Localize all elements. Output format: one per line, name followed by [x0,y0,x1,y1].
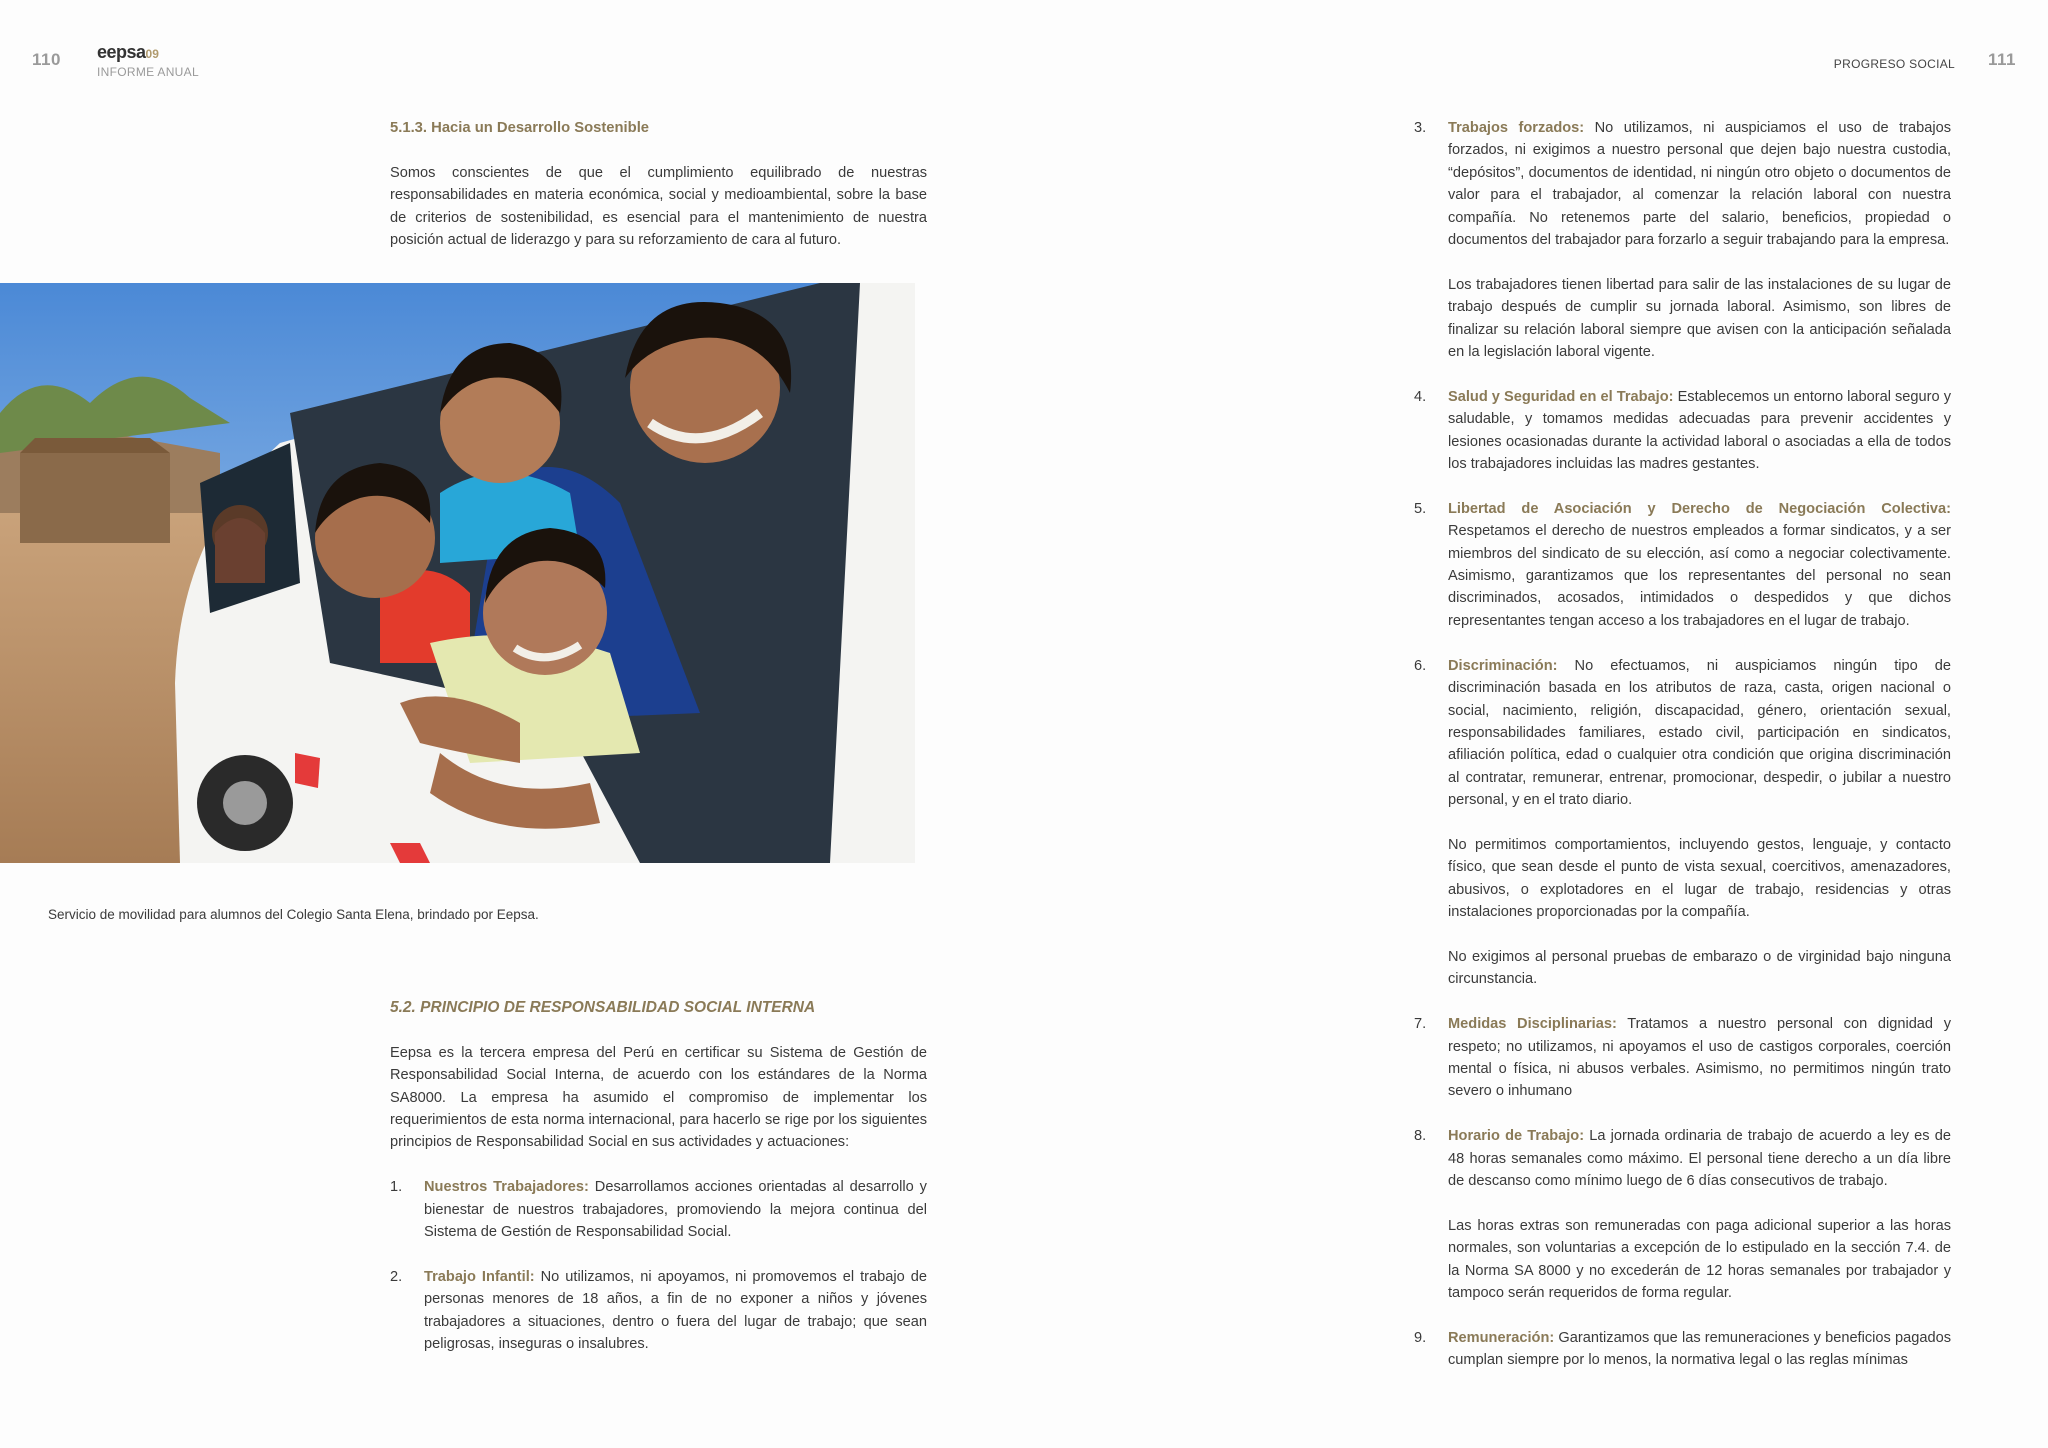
item-text: Desarrollamos acciones orientadas al desarrollo y bienestar de nuestros trabajadores, promoviendo la mejora continua del Sistema de Gestión de Responsabilidad Social. [424,1179,927,1241]
list-item [1414,117,1951,363]
item-extra-paragraph: Los trabajadores tienen libertad para salir de las instalaciones de su lugar de trabajo después de cumplir su jornada laboral. Asimismo, son libres de finalizar su relación laboral siempre que avisen con la anticipación señalada en la legislación laboral vigente. [1448,276,1951,361]
item-number: 2. [390,1268,403,1285]
item-text: Garantizamos que las remuneraciones y beneficios pagados cumplan siempre por lo menos, la normativa legal o las reglas mínimas [1448,1329,1951,1369]
photo-caption: Servicio de movilidad para alumnos del Colegio Santa Elena, brindado por Eepsa. [48,907,539,922]
item-term: Discriminación: [1448,657,1558,674]
brand-name: eepsa [97,42,146,62]
item-text: Establecemos un entorno laboral seguro y saludable, y tomamos medidas adecuadas para prevenir accidentes y lesiones ocasionadas durante la actividad laboral o asociadas a ella de todos los trabajadores incluidas las madres gestantes. [1448,388,1951,473]
brand-logo [97,42,199,79]
item-term: Horario de Trabajo: [1448,1128,1585,1145]
list-item [1414,655,1951,991]
list-item [1414,1125,1951,1304]
section-heading: 5.1.3. Hacia un Desarrollo Sostenible [390,120,650,136]
item-extra-paragraph: No exigimos al personal pruebas de embarazo o de virginidad bajo ninguna circunstancia. [1448,948,1951,988]
item-term: Medidas Disciplinarias: [1448,1016,1617,1033]
brand-subtitle: INFORME ANUAL [97,65,199,79]
item-text: No utilizamos, ni apoyamos, ni promovemos el trabajo de personas menores de 18 años, a fin de no exponer a niños y jóvenes trabajadores a situaciones, dentro o fuera del lugar de trabajo; que sean peligrosas, inseguras o insalubres. [424,1268,927,1353]
item-number: 9. [1414,1329,1427,1346]
item-number: 4. [1414,388,1427,405]
section-heading: 5.2. PRINCIPIO DE RESPONSABILIDAD SOCIAL INTERNA [390,999,816,1016]
item-text: Respetamos el derecho de nuestros empleados a formar sindicatos, y a ser miembros del sindicato de su elección, así como a negociar colectivamente. Asimismo, garantizamos que los representantes del personal no sean discriminados, acosados, intimidados o despedidos y que dichos representantes tengan acceso a los trabajadores en el lugar de trabajo. [1448,523,1951,629]
item-term: Trabajo Infantil: [424,1268,535,1285]
item-text: Tratamos a nuestro personal con dignidad y respeto; no utilizamos, ni apoyamos el uso de castigos corporales, coerción mental o física, ni abusos verbales. Asimismo, no permitimos ningún trato severo o inhumano [1448,1016,1951,1100]
item-text: No utilizamos, ni auspiciamos el uso de trabajos forzados, ni exigimos a nuestro personal que dejen bajo nuestra custodia, “depósitos”, documentos de identidad, ni ningún otro objeto o documentos de valor para el trabajador, al comenzar la relación laboral con nuestra compañía. No retenemos parte del salario, beneficios, propiedad o documentos del trabajador para forzarlo a seguir trabajando para la empresa. [1448,120,1952,249]
item-number: 3. [1414,120,1427,136]
brand-year: 09 [145,47,159,61]
list-item [1414,1013,1951,1103]
item-number: 1. [390,1179,403,1196]
item-term: Trabajos forzados: [1448,120,1585,136]
item-extra-paragraph: No permitimos comportamientos, incluyendo gestos, lenguaje, y contacto físico, que sean desde el punto de vista sexual, coercitivos, amenazadores, abusivos, o explotadores en el lugar de trabajo, residencias y otras instalaciones proporcionadas por la compañía. [1448,836,1951,921]
item-extra-paragraph: Las horas extras son remuneradas con paga adicional superior a las horas normales, son voluntarias a excepción de lo estipulado en la sección 7.4. de la Norma SA 8000 y no excederán de 12 horas semanales por trabajador y tampoco serán requeridos de forma regular. [1448,1217,1951,1301]
item-term: Libertad de Asociación y Derecho de Negociación Colectiva: [1448,500,1951,517]
item-term: Nuestros Trabajadores: [424,1179,589,1196]
list-item [1414,1327,1951,1372]
section-paragraph: Somos conscientes de que el cumplimiento equilibrado de nuestras responsabilidades en materia económica, social y medioambiental, sobre la base de criterios de sostenibilidad, es esencial para el mantenimiento de nuestra posición actual de liderazgo y para su reforzamiento de cara al futuro. [390,164,927,249]
section-52 [390,997,927,1378]
list-item [1414,386,1951,476]
page-number-right: 111 [1988,50,2016,69]
section-intro: Eepsa es la tercera empresa del Perú en certificar su Sistema de Gestión de Responsabilidad Social Interna, de acuerdo con los estándares de la Norma SA8000. La empresa ha asumido el compromiso de implementar los requerimientos de esta norma internacional, para hacerlo se rige por los siguientes principios de Responsabilidad Social en sus actividades y actuaciones: [390,1044,927,1151]
item-term: Salud y Seguridad en el Trabajo: [1448,388,1674,405]
item-number: 8. [1414,1128,1427,1145]
item-number: 6. [1414,657,1427,674]
item-number: 7. [1414,1016,1427,1033]
page-number-left: 110 [32,50,61,69]
item-term: Remuneración: [1448,1329,1555,1346]
item-text: La jornada ordinaria de trabajo de acuerdo a ley es de 48 horas semanales como máximo. El personal tiene derecho a un día libre de descanso como mínimo luego de 6 días consecutivos de trabajo. [1448,1128,1951,1189]
item-text: No efectuamos, ni auspiciamos ningún tipo de discriminación basada en los atributos de raza, casta, origen nacional o social, nacimiento, religión, discapacidad, género, orientación sexual, responsabilidades familiares, estado civil, participación en sindicatos, afiliación política, edad o cualquier otra condición que origina discriminación al contratar, remunerar, entrenar, promocionar, despedir, o jubilar a nuestro personal, y en el trato diario. [1448,657,1951,809]
photo-children-van [0,283,915,863]
section-513 [390,117,927,274]
list-item [390,1176,927,1243]
item-number: 5. [1414,500,1427,517]
list-item [1414,498,1951,632]
principles-list-continued [1414,117,1951,1394]
section-label: PROGRESO SOCIAL [1833,57,1955,71]
list-item [390,1266,927,1356]
